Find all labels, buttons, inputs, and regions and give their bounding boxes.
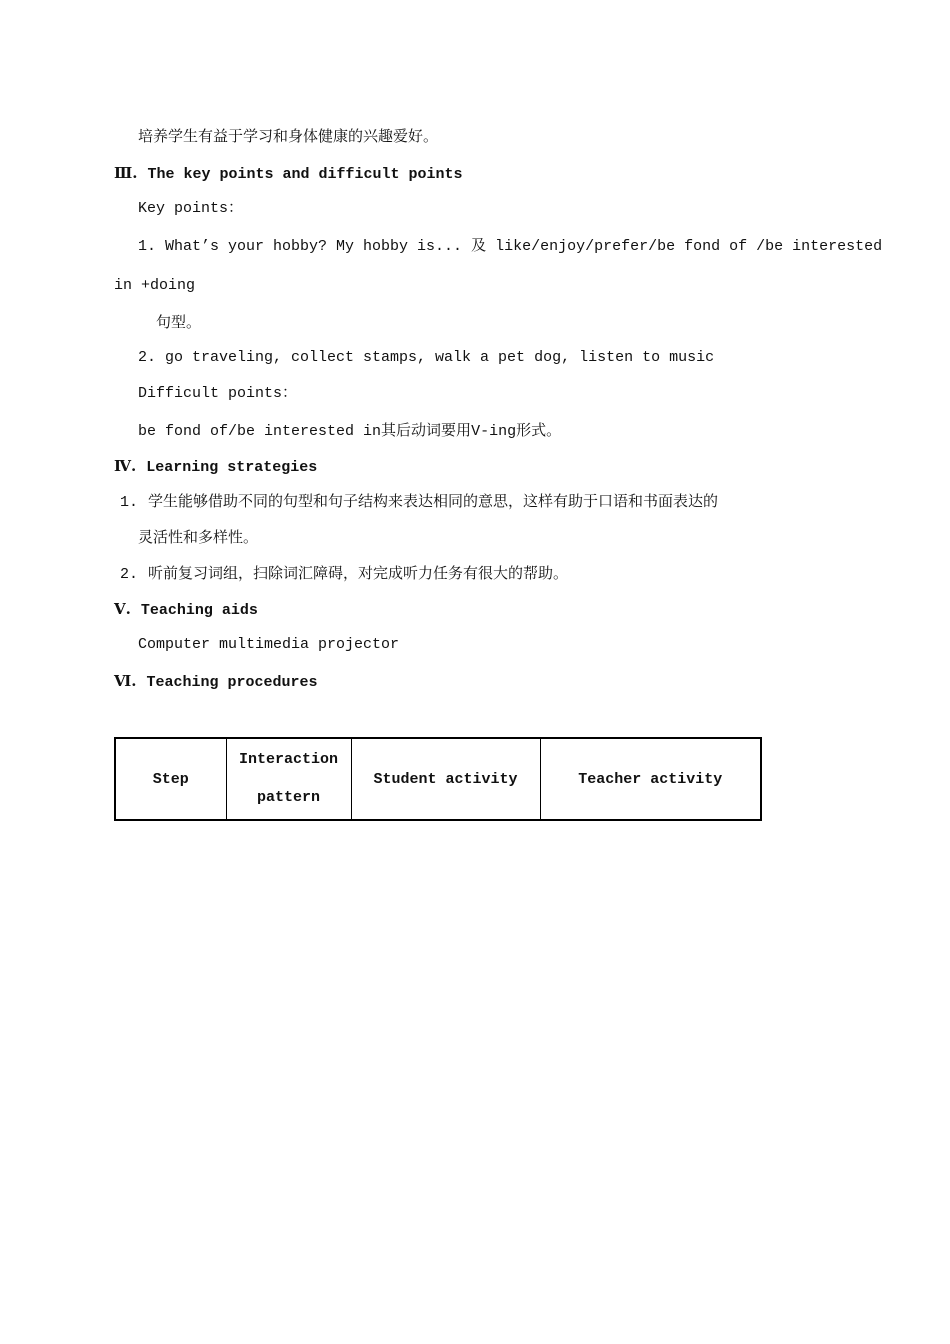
table-header-row: [115, 738, 761, 820]
section-numeral: Ⅲ.: [114, 164, 138, 182]
difficult-text-en-2: V-ing: [471, 423, 517, 440]
difficult-text-en: be fond of/be interested in: [138, 423, 382, 440]
teaching-aids-text: Computer multimedia projector: [138, 636, 400, 653]
key-points-label: Key points：: [138, 200, 244, 217]
difficult-text-cjk-2: 形式。: [516, 421, 562, 439]
strategy-2-text: 听前复习词组，扫除词汇障碍，对完成听力任务有很大的帮助。: [148, 564, 569, 582]
difficult-points-text: [138, 420, 561, 442]
section-procedures-heading: [114, 671, 318, 693]
section-title: Teaching aids: [140, 602, 258, 619]
section-numeral: Ⅳ.: [114, 457, 137, 475]
strategy-1-line-1: 学生能够借助不同的句型和句子结构来表达相同的意思，这样有助于口语和书面表达的: [148, 492, 719, 510]
header-student-activity: Student activity: [351, 738, 540, 820]
section-title: The key points and difficult points: [147, 166, 463, 183]
header-step: Step: [115, 738, 226, 820]
header-interaction-line-2: pattern: [256, 789, 320, 806]
strategy-2-number: 2.: [120, 566, 139, 583]
strategy-1-line-2: 灵活性和多样性。: [138, 528, 259, 546]
key-point-1-cjk: 及: [471, 236, 487, 254]
section-key-points-heading: [114, 163, 463, 185]
key-point-1-tail: 句型。: [156, 313, 202, 331]
section-numeral: Ⅵ.: [114, 672, 137, 690]
key-point-item-2: 2. go traveling, collect stamps, walk a pet dog, listen to music: [138, 349, 715, 366]
strategy-item-1: [120, 491, 718, 513]
header-teacher-activity: Teacher activity: [540, 738, 761, 820]
section-title: Learning strategies: [146, 459, 318, 476]
header-interaction-line-1: Interaction: [238, 751, 339, 768]
strategy-item-2: [120, 563, 568, 585]
section-aids-heading: [114, 599, 258, 621]
key-point-1-prefix: 1. What’s your hobby? My hobby is...: [138, 238, 472, 255]
intro-line: 培养学生有益于学习和身体健康的兴趣爱好。: [138, 127, 439, 145]
key-point-item-1: [138, 235, 882, 257]
key-point-1-continued: in +doing: [114, 277, 196, 294]
key-point-1-rest: like/enjoy/prefer/be fond of /be interested: [486, 238, 883, 255]
section-strategies-heading: [114, 456, 317, 478]
strategy-1-number: 1.: [120, 494, 139, 511]
section-title: Teaching procedures: [146, 674, 318, 691]
difficult-points-label: Difficult points：: [138, 385, 298, 402]
header-interaction-pattern: [226, 738, 351, 820]
difficult-text-cjk-1: 其后动词要用: [381, 421, 472, 439]
section-numeral: Ⅴ.: [114, 600, 131, 618]
procedures-table: [114, 737, 762, 821]
